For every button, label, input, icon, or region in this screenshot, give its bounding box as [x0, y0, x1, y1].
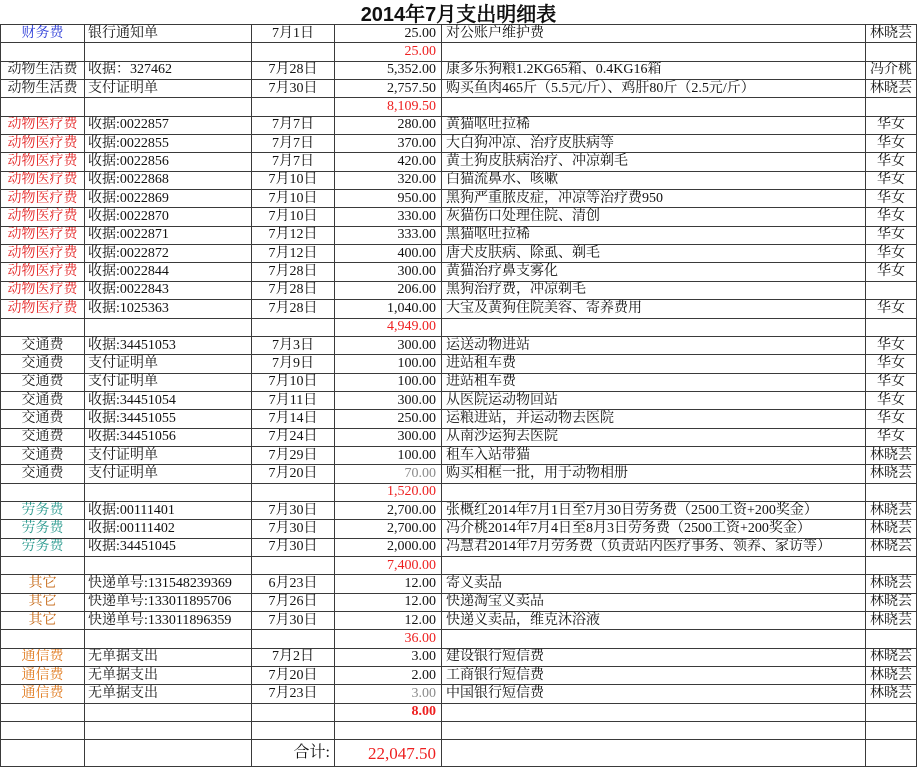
handler-cell: 华女 [866, 208, 917, 226]
description-cell: 购买相框一批，用于动物相册 [442, 465, 866, 483]
category-cell: 劳务费 [0, 502, 85, 520]
empty-cell [442, 98, 866, 116]
amount-cell: 70.00 [335, 465, 442, 483]
expense-row [0, 300, 917, 318]
handler-cell: 林晓芸 [866, 25, 917, 43]
date-cell: 7月10日 [252, 172, 335, 190]
voucher-cell: 支付证明单 [85, 374, 252, 392]
description-cell: 冯慧君2014年7月劳务费（负责站内医疗事务、领养、家访等） [442, 539, 866, 557]
empty-cell [442, 704, 866, 722]
description-cell: 工商银行短信费 [442, 667, 866, 685]
voucher-cell: 收据:0022857 [85, 117, 252, 135]
date-cell: 7月9日 [252, 355, 335, 373]
voucher-cell: 收据:34451053 [85, 337, 252, 355]
voucher-cell: 无单据支出 [85, 649, 252, 667]
voucher-cell: 收据:34451056 [85, 429, 252, 447]
category-cell: 动物医疗费 [0, 153, 85, 171]
handler-cell: 华女 [866, 153, 917, 171]
total-amount: 22,047.50 [335, 740, 442, 767]
amount-cell: 12.00 [335, 612, 442, 630]
date-cell: 7月30日 [252, 80, 335, 98]
empty-cell [85, 98, 252, 116]
voucher-cell: 银行通知单 [85, 25, 252, 43]
date-cell: 6月23日 [252, 575, 335, 593]
date-cell: 7月10日 [252, 374, 335, 392]
empty-cell [0, 704, 85, 722]
handler-cell: 林晓芸 [866, 667, 917, 685]
description-cell: 黑猫呕吐拉稀 [442, 227, 866, 245]
description-cell: 黑狗治疗费，冲凉剃毛 [442, 282, 866, 300]
empty-cell [252, 557, 335, 575]
description-cell: 寄义卖品 [442, 575, 866, 593]
description-cell: 租车入站带猫 [442, 447, 866, 465]
handler-cell: 华女 [866, 355, 917, 373]
date-cell: 7月20日 [252, 465, 335, 483]
expense-row [0, 80, 917, 98]
date-cell: 7月1日 [252, 25, 335, 43]
subtotal-row [0, 557, 917, 575]
category-cell: 财务费 [0, 25, 85, 43]
empty-cell [252, 484, 335, 502]
amount-cell: 25.00 [335, 25, 442, 43]
voucher-cell: 无单据支出 [85, 667, 252, 685]
date-cell: 7月23日 [252, 685, 335, 703]
description-cell: 运粮进站，并运动物去医院 [442, 410, 866, 428]
date-cell: 7月14日 [252, 410, 335, 428]
amount-cell: 2,700.00 [335, 502, 442, 520]
handler-cell: 华女 [866, 227, 917, 245]
subtotal-row [0, 704, 917, 722]
category-cell: 通信费 [0, 667, 85, 685]
handler-cell: 林晓芸 [866, 649, 917, 667]
handler-cell: 林晓芸 [866, 685, 917, 703]
amount-cell: 300.00 [335, 429, 442, 447]
expense-row [0, 227, 917, 245]
amount-cell: 1,040.00 [335, 300, 442, 318]
description-cell: 从医院运动物回站 [442, 392, 866, 410]
description-cell: 进站租车费 [442, 374, 866, 392]
voucher-cell: 收据:1025363 [85, 300, 252, 318]
empty-cell [85, 43, 252, 61]
amount-cell: 2.00 [335, 667, 442, 685]
amount-cell: 300.00 [335, 392, 442, 410]
handler-cell: 林晓芸 [866, 465, 917, 483]
category-cell: 动物医疗费 [0, 227, 85, 245]
date-cell: 7月2日 [252, 649, 335, 667]
subtotal-row [0, 630, 917, 648]
handler-cell: 华女 [866, 429, 917, 447]
voucher-cell: 收据:34451045 [85, 539, 252, 557]
expense-row [0, 447, 917, 465]
category-cell: 其它 [0, 594, 85, 612]
expense-row [0, 337, 917, 355]
category-cell: 交通费 [0, 429, 85, 447]
description-cell: 快递淘宝义卖品 [442, 594, 866, 612]
handler-cell: 华女 [866, 190, 917, 208]
expense-row [0, 374, 917, 392]
empty-cell [866, 704, 917, 722]
subtotal-amount: 7,400.00 [335, 557, 442, 575]
description-cell: 黄猫呕吐拉稀 [442, 117, 866, 135]
category-cell: 交通费 [0, 410, 85, 428]
handler-cell: 华女 [866, 117, 917, 135]
voucher-cell: 收据:0022868 [85, 172, 252, 190]
subtotal-amount: 4,949.00 [335, 319, 442, 337]
empty-cell [442, 630, 866, 648]
voucher-cell: 收据:34451054 [85, 392, 252, 410]
voucher-cell: 支付证明单 [85, 80, 252, 98]
category-cell: 动物医疗费 [0, 172, 85, 190]
category-cell: 动物医疗费 [0, 208, 85, 226]
voucher-cell: 收据:00111401 [85, 502, 252, 520]
spacer-row [0, 722, 917, 740]
handler-cell: 冯介桃 [866, 62, 917, 80]
subtotal-amount: 8,109.50 [335, 98, 442, 116]
category-cell: 通信费 [0, 649, 85, 667]
category-cell: 劳务费 [0, 539, 85, 557]
amount-cell: 2,757.50 [335, 80, 442, 98]
amount-cell: 330.00 [335, 208, 442, 226]
handler-cell: 林晓芸 [866, 520, 917, 538]
date-cell: 7月28日 [252, 300, 335, 318]
amount-cell: 250.00 [335, 410, 442, 428]
handler-cell: 华女 [866, 410, 917, 428]
voucher-cell: 快递单号:133011895706 [85, 594, 252, 612]
expense-row [0, 539, 917, 557]
empty-cell [0, 630, 85, 648]
voucher-cell: 收据:0022844 [85, 263, 252, 281]
handler-cell: 林晓芸 [866, 594, 917, 612]
description-cell: 黄土狗皮肤病治疗、冲凉剃毛 [442, 153, 866, 171]
amount-cell: 2,700.00 [335, 520, 442, 538]
empty-cell [0, 557, 85, 575]
description-cell: 大宝及黄狗住院美容、寄养费用 [442, 300, 866, 318]
expense-row [0, 392, 917, 410]
date-cell: 7月10日 [252, 208, 335, 226]
category-cell: 动物医疗费 [0, 245, 85, 263]
category-cell: 通信费 [0, 685, 85, 703]
date-cell: 7月12日 [252, 245, 335, 263]
handler-cell: 林晓芸 [866, 502, 917, 520]
date-cell: 7月30日 [252, 539, 335, 557]
expense-row [0, 612, 917, 630]
subtotal-amount: 8.00 [335, 704, 442, 722]
handler-cell: 华女 [866, 374, 917, 392]
description-cell: 唐犬皮肤病、除虱、剃毛 [442, 245, 866, 263]
empty-cell [85, 722, 252, 740]
empty-cell [866, 740, 917, 767]
description-cell: 冯介桃2014年7月4日至8月3日劳务费（2500工资+200奖金） [442, 520, 866, 538]
voucher-cell: 收据：327462 [85, 62, 252, 80]
voucher-cell: 收据:0022856 [85, 153, 252, 171]
handler-cell: 华女 [866, 172, 917, 190]
amount-cell: 950.00 [335, 190, 442, 208]
total-row [0, 740, 917, 767]
voucher-cell: 收据:0022869 [85, 190, 252, 208]
empty-cell [866, 722, 917, 740]
category-cell: 动物医疗费 [0, 117, 85, 135]
category-cell: 动物生活费 [0, 62, 85, 80]
description-cell: 黄猫治疗鼻支雾化 [442, 263, 866, 281]
empty-cell [866, 630, 917, 648]
expense-row [0, 208, 917, 226]
empty-cell [85, 740, 252, 767]
date-cell: 7月30日 [252, 502, 335, 520]
expense-row [0, 649, 917, 667]
empty-cell [0, 319, 85, 337]
handler-cell: 林晓芸 [866, 80, 917, 98]
date-cell: 7月28日 [252, 62, 335, 80]
empty-cell [442, 557, 866, 575]
handler-cell: 华女 [866, 337, 917, 355]
amount-cell: 320.00 [335, 172, 442, 190]
date-cell: 7月11日 [252, 392, 335, 410]
handler-cell: 林晓芸 [866, 612, 917, 630]
expense-row [0, 520, 917, 538]
category-cell: 交通费 [0, 355, 85, 373]
empty-cell [85, 484, 252, 502]
voucher-cell: 快递单号:133011896359 [85, 612, 252, 630]
subtotal-amount: 25.00 [335, 43, 442, 61]
expense-row [0, 245, 917, 263]
date-cell: 7月26日 [252, 594, 335, 612]
description-cell: 大白狗冲凉、治疗皮肤病等 [442, 135, 866, 153]
empty-cell [252, 704, 335, 722]
handler-cell: 林晓芸 [866, 447, 917, 465]
description-cell: 灰猫伤口处理住院、清创 [442, 208, 866, 226]
handler-cell [866, 282, 917, 300]
amount-cell: 12.00 [335, 575, 442, 593]
amount-cell: 206.00 [335, 282, 442, 300]
category-cell: 交通费 [0, 465, 85, 483]
expense-row [0, 594, 917, 612]
description-cell: 建设银行短信费 [442, 649, 866, 667]
voucher-cell: 收据:0022855 [85, 135, 252, 153]
subtotal-row [0, 43, 917, 61]
category-cell: 交通费 [0, 337, 85, 355]
amount-cell: 300.00 [335, 337, 442, 355]
handler-cell: 华女 [866, 392, 917, 410]
amount-cell: 2,000.00 [335, 539, 442, 557]
total-label: 合计: [252, 740, 335, 767]
amount-cell: 400.00 [335, 245, 442, 263]
voucher-cell: 支付证明单 [85, 355, 252, 373]
amount-cell: 12.00 [335, 594, 442, 612]
subtotal-row [0, 319, 917, 337]
date-cell: 7月29日 [252, 447, 335, 465]
description-cell: 购买鱼肉465斤（5.5元/斤）、鸡肝80斤（2.5元/斤） [442, 80, 866, 98]
description-cell: 快递义卖品，维克沐浴液 [442, 612, 866, 630]
empty-cell [0, 484, 85, 502]
amount-cell: 333.00 [335, 227, 442, 245]
description-cell: 中国银行短信费 [442, 685, 866, 703]
empty-cell [0, 43, 85, 61]
expense-row [0, 25, 917, 43]
empty-cell [252, 43, 335, 61]
date-cell: 7月28日 [252, 263, 335, 281]
category-cell: 动物医疗费 [0, 135, 85, 153]
category-cell: 动物医疗费 [0, 263, 85, 281]
expense-row [0, 410, 917, 428]
date-cell: 7月30日 [252, 612, 335, 630]
empty-cell [85, 630, 252, 648]
category-cell: 动物生活费 [0, 80, 85, 98]
date-cell: 7月3日 [252, 337, 335, 355]
amount-cell: 420.00 [335, 153, 442, 171]
category-cell: 其它 [0, 612, 85, 630]
amount-cell: 100.00 [335, 355, 442, 373]
category-cell: 其它 [0, 575, 85, 593]
date-cell: 7月7日 [252, 117, 335, 135]
description-cell: 进站租车费 [442, 355, 866, 373]
description-cell: 对公账户维护费 [442, 25, 866, 43]
empty-cell [866, 43, 917, 61]
expense-row [0, 355, 917, 373]
amount-cell: 3.00 [335, 649, 442, 667]
description-cell: 从南沙运狗去医院 [442, 429, 866, 447]
date-cell: 7月20日 [252, 667, 335, 685]
category-cell: 劳务费 [0, 520, 85, 538]
empty-cell [0, 740, 85, 767]
amount-cell: 100.00 [335, 374, 442, 392]
empty-cell [866, 557, 917, 575]
empty-cell [866, 319, 917, 337]
expense-row [0, 502, 917, 520]
category-cell: 动物医疗费 [0, 300, 85, 318]
date-cell: 7月7日 [252, 135, 335, 153]
sheet-rows [0, 25, 917, 767]
empty-cell [442, 722, 866, 740]
sheet-title: 2014年7月支出明细表 [0, 0, 917, 25]
expense-row [0, 153, 917, 171]
empty-cell [442, 319, 866, 337]
empty-cell [442, 484, 866, 502]
empty-cell [252, 722, 335, 740]
category-cell: 交通费 [0, 447, 85, 465]
description-cell: 黑狗严重脓皮症，冲凉等治疗费950 [442, 190, 866, 208]
date-cell: 7月12日 [252, 227, 335, 245]
category-cell: 动物医疗费 [0, 190, 85, 208]
amount-cell: 280.00 [335, 117, 442, 135]
date-cell: 7月7日 [252, 153, 335, 171]
voucher-cell: 收据:00111402 [85, 520, 252, 538]
subtotal-amount: 1,520.00 [335, 484, 442, 502]
date-cell: 7月10日 [252, 190, 335, 208]
empty-cell [85, 319, 252, 337]
date-cell: 7月28日 [252, 282, 335, 300]
category-cell: 交通费 [0, 374, 85, 392]
subtotal-row [0, 484, 917, 502]
expense-row [0, 117, 917, 135]
empty-cell [85, 704, 252, 722]
handler-cell: 华女 [866, 245, 917, 263]
expense-row [0, 282, 917, 300]
voucher-cell: 收据:0022843 [85, 282, 252, 300]
handler-cell: 林晓芸 [866, 575, 917, 593]
handler-cell: 林晓芸 [866, 539, 917, 557]
amount-cell: 100.00 [335, 447, 442, 465]
amount-cell: 3.00 [335, 685, 442, 703]
expense-row [0, 465, 917, 483]
handler-cell: 华女 [866, 135, 917, 153]
description-cell: 张概红2014年7月1日至7月30日劳务费（2500工资+200奖金） [442, 502, 866, 520]
expense-row [0, 62, 917, 80]
subtotal-row [0, 98, 917, 116]
empty-cell [252, 630, 335, 648]
expense-row [0, 172, 917, 190]
empty-cell [335, 722, 442, 740]
category-cell: 交通费 [0, 392, 85, 410]
voucher-cell: 收据:0022870 [85, 208, 252, 226]
date-cell: 7月24日 [252, 429, 335, 447]
empty-cell [442, 43, 866, 61]
voucher-cell: 支付证明单 [85, 447, 252, 465]
description-cell: 康多乐狗粮1.2KG65箱、0.4KG16箱 [442, 62, 866, 80]
voucher-cell: 收据:34451055 [85, 410, 252, 428]
expense-row [0, 429, 917, 447]
empty-cell [85, 557, 252, 575]
expense-row [0, 685, 917, 703]
expense-row [0, 575, 917, 593]
amount-cell: 5,352.00 [335, 62, 442, 80]
voucher-cell: 收据:0022871 [85, 227, 252, 245]
empty-cell [866, 98, 917, 116]
description-cell: 白猫流鼻水、咳嗽 [442, 172, 866, 190]
amount-cell: 300.00 [335, 263, 442, 281]
voucher-cell: 快递单号:131548239369 [85, 575, 252, 593]
amount-cell: 370.00 [335, 135, 442, 153]
handler-cell: 华女 [866, 263, 917, 281]
empty-cell [866, 484, 917, 502]
voucher-cell: 无单据支出 [85, 685, 252, 703]
description-cell: 运送动物进站 [442, 337, 866, 355]
empty-cell [0, 722, 85, 740]
handler-cell: 华女 [866, 300, 917, 318]
empty-cell [252, 319, 335, 337]
empty-cell [252, 98, 335, 116]
date-cell: 7月30日 [252, 520, 335, 538]
expense-row [0, 190, 917, 208]
empty-cell [442, 740, 866, 767]
category-cell: 动物医疗费 [0, 282, 85, 300]
expense-row [0, 667, 917, 685]
expense-row [0, 135, 917, 153]
subtotal-amount: 36.00 [335, 630, 442, 648]
expense-row [0, 263, 917, 281]
empty-cell [0, 98, 85, 116]
voucher-cell: 收据:0022872 [85, 245, 252, 263]
voucher-cell: 支付证明单 [85, 465, 252, 483]
